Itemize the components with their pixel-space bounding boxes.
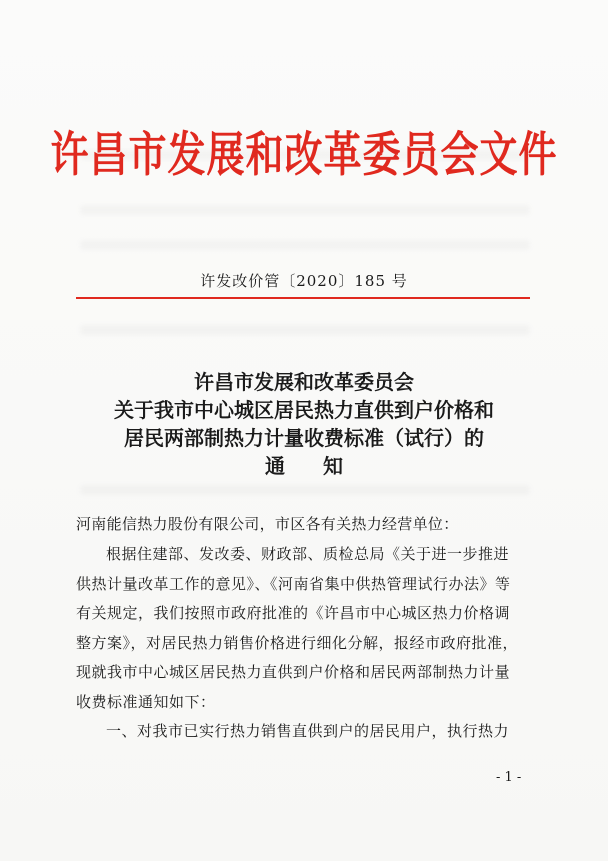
notice-title-line: 居民两部制热力计量收费标准（试行）的 [124, 426, 484, 450]
notice-title-line [0, 452, 608, 480]
show-through-shadow [80, 485, 530, 495]
salutation: 河南能信热力股份有限公司，市区各有关热力经营单位： [76, 515, 459, 533]
document-header-title: 许昌市发展和改革委员会文件 [50, 127, 558, 183]
body-line: 有关规定，我们按照市政府批准的《许昌市中心城区热力价格调 [76, 604, 511, 622]
show-through-shadow [80, 325, 530, 335]
body-line: 整方案》，对居民热力销售价格进行细化分解，报经市政府批准， [76, 633, 519, 652]
show-through-shadow [80, 240, 530, 250]
show-through-shadow [80, 205, 530, 215]
page-number: - 1 - [496, 770, 522, 785]
red-divider-line [76, 297, 530, 299]
body-line: 现就我市中心城区居民热力直供到户价格和居民两部制热力计量 [76, 663, 511, 681]
notice-title [0, 368, 608, 480]
document-number: 许发改价管〔2020〕185 号 [200, 272, 408, 290]
notice-title-line: 许昌市发展和改革委员会 [194, 370, 414, 394]
notice-word: 通知 [265, 454, 381, 478]
body-line: 根据住建部、发改委、财政部、质检总局《关于进一步推进 [106, 545, 510, 563]
body-text [76, 540, 534, 747]
body-line: 收费标准通知如下： [76, 692, 216, 711]
notice-title-line: 关于我市中心城区居民热力直供到户价格和 [114, 398, 494, 422]
body-line: 一、对我市已实行热力销售直供到户的居民用户，执行热力 [106, 722, 510, 740]
body-line: 供热计量改革工作的意见》、《河南省集中供热管理试行办法》等 [76, 574, 511, 593]
